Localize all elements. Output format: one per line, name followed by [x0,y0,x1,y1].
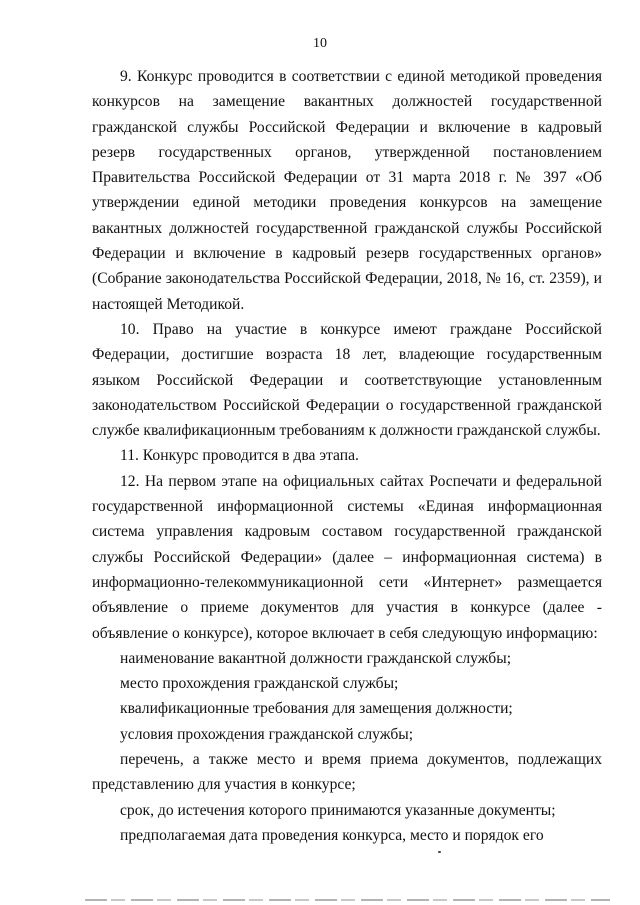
scan-edge-line [85,899,610,901]
list-item-service-place: место прохождения гражданской службы; [120,675,399,693]
list-item-vacancy-name: наименование вакантной должности гражданской службы; [120,649,512,667]
paragraph-11: 11. Конкурс проводится в два этапа. [120,447,359,465]
paragraph-12: 12. На первом этапе на официальных сайтах Роспечати и федеральной государственной информационной системы «Единая информационная система управления кадровым составом государственной гражданской службы Российской Федерации» (далее – информационная система) в информационно-телекоммуникационной сети «Интернет» размещается объявление о приеме документов для участия в конкурсе (далее - объявление о конкурсе), которое включает в себя следующую информацию: [92,472,602,642]
document-body [92,64,602,848]
list-item-expected-date: предполагаемая дата проведения конкурса, место и порядок его [120,826,544,844]
paragraph-10: 10. Право на участие в конкурсе имеют граждане Российской Федерации, достигшие возраста 18 лет, владеющие государственным языком Российской Федерации и соответствующие установленным законодательством Российской Федерации о государственной гражданской службе квалификационным требованиям к должности гражданской службы. [92,320,602,440]
list-item-qualification-requirements: квалификационные требования для замещения должности; [120,700,513,718]
list-item-documents-list: перечень, а также место и время приема документов, подлежащих представлению для участия в конкурсе; [92,751,602,794]
page-number: 10 [313,36,327,51]
paragraph-9: 9. Конкурс проводится в соответствии с единой методикой проведения конкурсов на замещение вакантных должностей государственной гражданской службы Российской Федерации и включение в кадровый резерв государственных органов, утвержденной постановлением Правительства Российской Федерации от 31 марта 2018 г. № 397 «Об утверждении единой методики проведения конкурсов на замещение вакантных должностей государственной гражданской службы Российской Федерации и включение в кадровый резерв государственных органов» (Собрание законодательства Российской Федерации, 2018, № 16, ст. 2359), и настоящей Методикой. [92,68,602,313]
list-item-deadline: срок, до истечения которого принимаются указанные документы; [120,801,556,819]
scan-dot [438,851,441,853]
list-item-service-conditions: условия прохождения гражданской службы; [120,725,414,743]
